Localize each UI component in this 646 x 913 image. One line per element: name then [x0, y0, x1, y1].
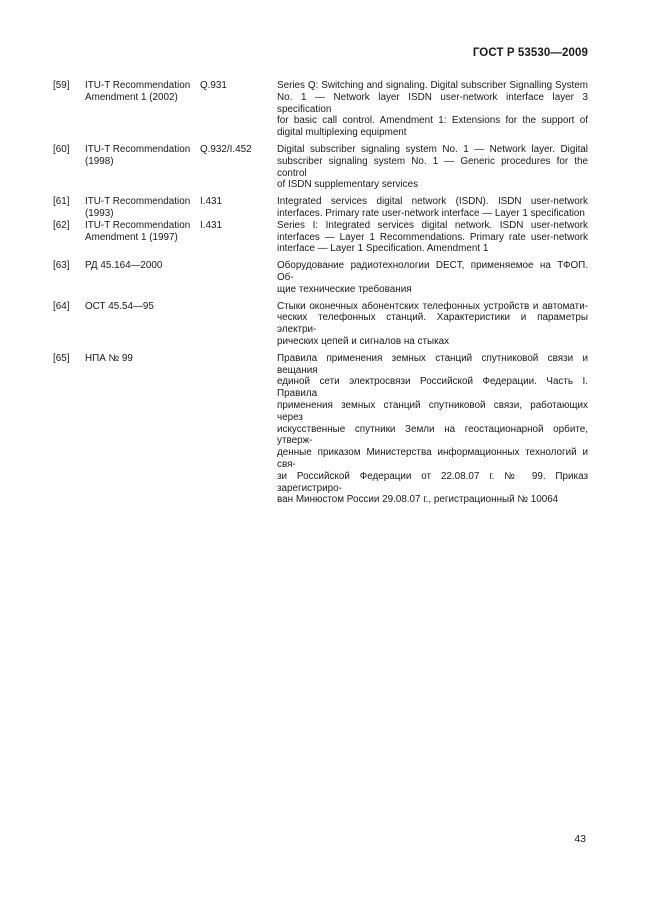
page-number: 43 [574, 833, 586, 845]
reference-number: [62] [53, 219, 70, 231]
reference-source-line: Amendment 1 (2002) [85, 91, 178, 103]
document-code: ГОСТ Р 53530—2009 [472, 47, 588, 59]
reference-number: [59] [53, 80, 70, 91]
reference-description-line: interface — Layer 1 Specification. Amendment 1 [277, 243, 489, 255]
reference-entry [0, 80, 646, 139]
reference-description-line: Series Q: Switching and signaling. Digital subscriber Signalling System [277, 80, 588, 91]
reference-description-line: зи Российской Федерации от 22.08.07 г. № 99. Приказ зарегистриро- [277, 470, 588, 494]
reference-description [277, 301, 588, 348]
reference-description-line: единой сети электросвязи Российской Федерации. Часть I. Правила [277, 376, 588, 400]
reference-description-line: щие технические требования [277, 283, 412, 295]
reference-source [85, 144, 193, 168]
reference-entry [0, 301, 646, 348]
reference-source-line: ОСТ 45.54—95 [85, 300, 154, 312]
reference-code: Q.931 [200, 80, 227, 91]
reference-source-line: ITU-T Recommendation [85, 196, 191, 208]
reference-number: [61] [53, 196, 70, 208]
reference-number: [60] [53, 143, 70, 155]
reference-source [85, 220, 193, 244]
reference-list [0, 80, 646, 506]
reference-description-line: Integrated services digital network (ISDN). ISDN user-network [277, 196, 588, 208]
reference-entry [0, 144, 646, 191]
reference-source [85, 353, 193, 365]
reference-description-line: Digital subscriber signaling system No. 1 — Network layer. Digital [277, 143, 588, 155]
reference-entry [0, 220, 646, 255]
reference-description [277, 260, 588, 295]
reference-description-line: ческих телефонных станций. Характеристики и параметры электри- [277, 312, 588, 336]
reference-source [85, 196, 193, 220]
reference-source-line: ITU-T Recommendation [85, 143, 191, 155]
reference-code: I.431 [200, 219, 222, 231]
reference-source [85, 260, 193, 272]
reference-source-line: (1993) [85, 207, 114, 219]
reference-number: [64] [53, 300, 70, 312]
reference-description-line: рических цепей и сигналов на стыках [277, 335, 450, 347]
reference-source-line: ITU-T Recommendation [85, 80, 191, 91]
reference-description-line: Правила применения земных станций спутниковой связи и вещания [277, 352, 588, 376]
reference-code: I.431 [200, 196, 222, 208]
reference-description [277, 353, 588, 506]
reference-description-line: of ISDN supplementary services [277, 179, 419, 191]
reference-source-line: (1998) [85, 155, 114, 167]
reference-number: [63] [53, 260, 70, 272]
reference-description-line: искусственные спутники Земли на геостационарной орбите, утверж- [277, 423, 588, 447]
reference-source-line: НПА № 99 [85, 352, 133, 364]
reference-description-line: for basic call control. Amendment 1: Extensions for the support of [277, 115, 588, 127]
reference-code: Q.932/I.452 [200, 143, 252, 155]
reference-description [277, 196, 588, 220]
reference-description-line: No. 1 — Network layer ISDN user-network interface layer 3 specification [277, 91, 588, 115]
reference-source-line: Amendment 1 (1997) [85, 231, 178, 243]
reference-description [277, 80, 588, 139]
reference-source-line: РД 45.164—2000 [85, 260, 163, 272]
reference-description-line: денные приказом Министерства информационных технологий и свя- [277, 447, 588, 470]
reference-description-line: применения земных станций спутниковой связи, работающих через [277, 399, 588, 423]
reference-description [277, 144, 588, 191]
reference-description-line: Стыки оконечных абонентских телефонных устройств и автомати- [277, 300, 588, 312]
reference-description [277, 220, 588, 255]
reference-number: [65] [53, 352, 70, 364]
reference-source-line: ITU-T Recommendation [85, 219, 191, 231]
reference-source [85, 80, 193, 104]
reference-description-line: ван Минюстом России 29.08.07 г., регистрационный № 10064 [277, 494, 559, 506]
reference-entry [0, 260, 646, 295]
reference-source [85, 301, 193, 313]
reference-description-line: digital multiplexing equipment [277, 127, 407, 139]
reference-description-line: subscriber signaling system No. 1 — Generic procedures for the control [277, 155, 588, 179]
reference-description-line: Оборудование радиотехнологии DECT, применяемое на ТФОП. Об- [277, 260, 588, 283]
reference-entry [0, 196, 646, 220]
reference-description-line: Series I: Integrated services digital network. ISDN user-network [277, 219, 588, 231]
reference-description-line: interfaces — Layer 1 Recommendations. Primary rate user-network [277, 231, 588, 243]
reference-description-line: interfaces. Primary rate user-network interface — Layer 1 specification [277, 207, 585, 219]
reference-entry [0, 353, 646, 506]
